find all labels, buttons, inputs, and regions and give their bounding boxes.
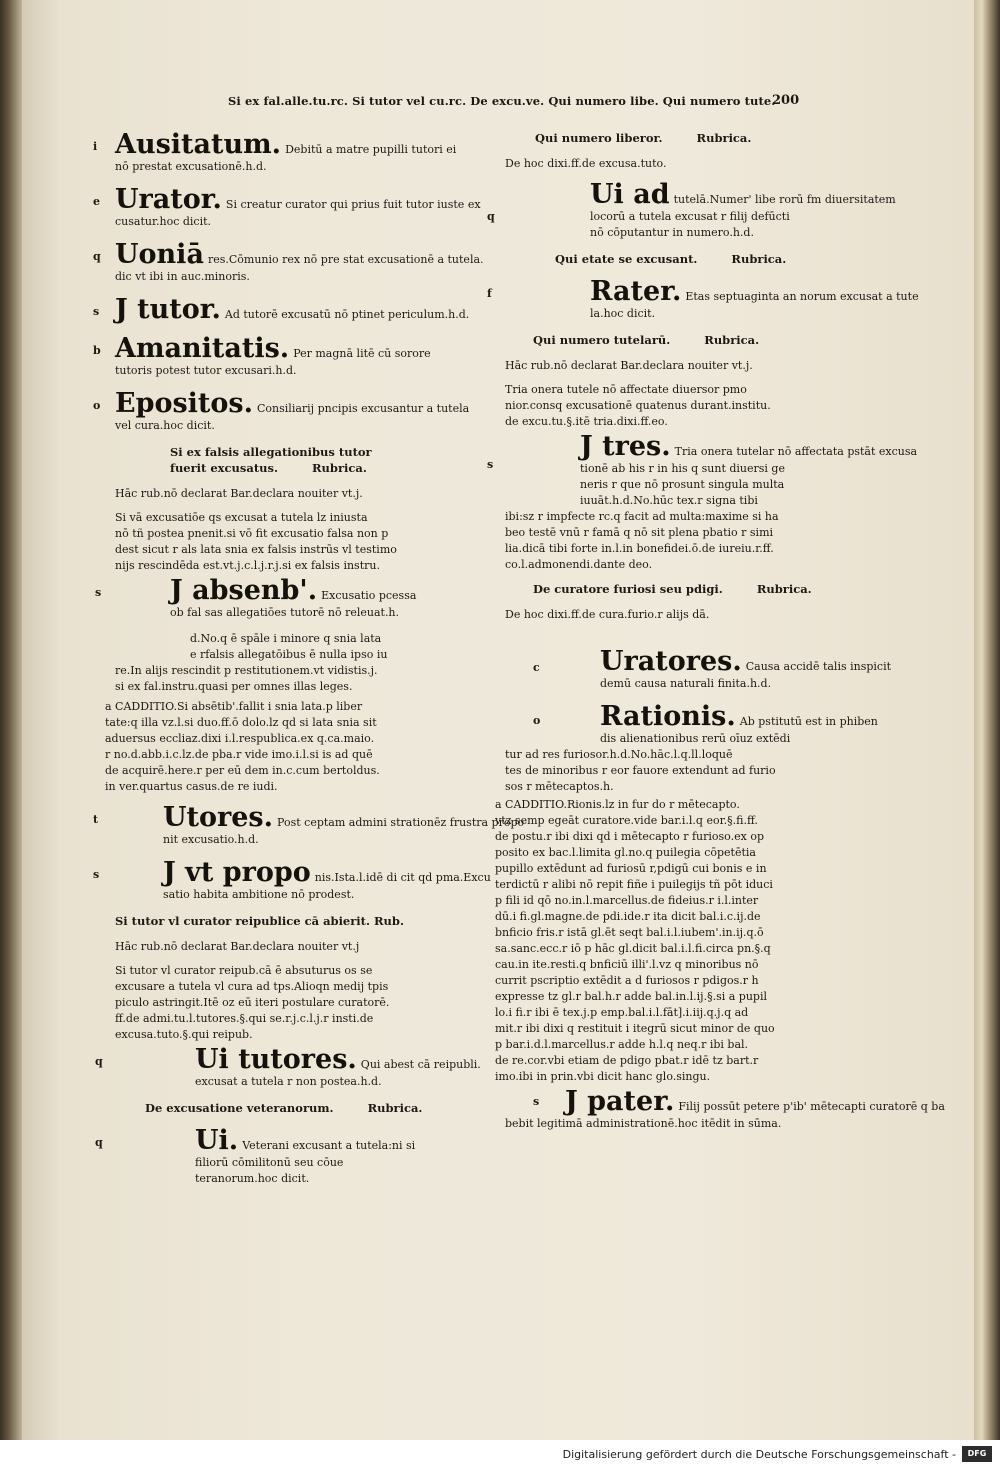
- lemma-entry: [93, 239, 484, 285]
- text-line: tutoris potest tutor excusari.h.d.: [115, 364, 297, 377]
- rubric-heading: De excusatione veteranorum. Rubrica.: [145, 1101, 423, 1115]
- lemma-word: Ui ad: [590, 179, 670, 210]
- text-line: la.hoc dicit.: [590, 307, 656, 320]
- text-line: cusatur.hoc dicit.: [115, 215, 212, 228]
- text-line: excusat a tutela r non postea.h.d.: [195, 1075, 382, 1088]
- margin-letter: i: [93, 140, 98, 153]
- rubric-heading: Qui numero liberor. Rubrica.: [535, 131, 752, 145]
- gloss-text: Qui abest cā reipubli.: [360, 1058, 481, 1071]
- page-number: 200: [772, 93, 800, 108]
- paragraph: Hāc rub.nō declarat Bar.declara nouiter vt.j.: [115, 487, 363, 500]
- rubric-heading: De curatore furiosi seu pdigi. Rubrica.: [533, 582, 812, 596]
- additio-note: a CADDITIO.Rionis.lz in fur do r mētecapto. vtz semp egeāt curatore.vide bar.i.l.q eor.§.fi.ff. de postu.r ibi dixi qd i mētecapto r furioso.ex op posito ex bac.l.limita gl.no.q puilegia cōpetētia pupillo extēdunt ad furiosū r,pdigū cui bonis e in terdictū r alibi nō repit fiñe i puilegijs tñ pōt iduci p fili id qō no.in.l.marcellus.de fideius.r i.l.inter dū.i fi.gl.magne.de pdi.ide.r ita dicit bal.i.c.ij.de bnficio fris.r istā gl.ēt seqt bal.i.l.iubem'.in.ij.q.ō sa.sanc.ecc.r iō p hāc gl.dicit bal.i.l.fi.circa pn.§.q cau.in ite.resti.q bnficiū illi'.l.vz q minoribus nō currit pscriptio extēdit a d furiosos r pdigos.r h expresse tz gl.r bal.h.r adde bal.in.l.ij.§.si a pupil lo.i fi.r ibi ē tex.j.p emp.bal.i.l.fāt].i.iij.q.j.q ad mit.r ibi dixi q restituit i itegrū sicut minor de quo p bar.i.d.l.marcellus.r adde h.l.q neq.r ibi bal. de re.cor.vbi etiam de pdigo pbat.r idē tz bart.r imo.ibi in prin.vbi dicit hanc glo.singu.: [495, 798, 775, 1083]
- margin-letter: t: [93, 813, 99, 826]
- lemma-entry: [95, 1125, 425, 1187]
- lemma-word: Ui tutores.: [195, 1044, 357, 1075]
- text-line: tionē ab his r in his q sunt diuersi ge: [580, 462, 785, 475]
- gloss-text: Tria onera tutelar nō affectata pstāt excusa: [674, 445, 918, 458]
- lemma-entry: [93, 294, 470, 325]
- margin-letter: s: [95, 586, 102, 599]
- lemma-word: Utores.: [163, 802, 274, 833]
- margin-letter: f: [487, 287, 492, 300]
- margin-letter: q: [95, 1055, 103, 1068]
- lemma-entry: [93, 129, 457, 175]
- margin-letter: s: [487, 458, 494, 471]
- gloss-text: Per magnā litē cū sorore: [293, 347, 431, 360]
- dfg-logo: DFG: [962, 1446, 992, 1462]
- additio-note: a CADDITIO.Si absētib'.fallit i snia lata.p liber tate:q illa vz.l.si duo.ff.ō dolo.lz qd si lata snia sit aduersus eccliaz.dixi i.l.respublica.ex q.ca.maio. r no.d.abb.i.c.lz.de pba.r vide imo.i.l.si is ad quē de acquirē.here.r per eū dem in.c.cum bertoldus. in ver.quartus casus.de re iudi.: [105, 700, 380, 793]
- margin-letter: o: [533, 714, 541, 727]
- paragraph: De hoc dixi.ff.de cura.furio.r alijs dā.: [505, 608, 710, 621]
- margin-letter: o: [93, 399, 101, 412]
- lemma-word: J tutor.: [115, 294, 221, 325]
- text-line: locorū a tutela excusat r filij defūcti: [590, 210, 790, 223]
- paragraph: iuuāt.h.d.No.hūc tex.r signa tibi ibi:sz r impfecte rc.q facit ad multa:maxime si ha beo testē vnū r famā q nō sit plena pbatio r simi lia.dicā tibi forte in.l.in bonefidei.ō.de iureiu.r.ff. co.l.admonendi.dante deo.: [505, 494, 779, 571]
- lemma-word: Ui.: [195, 1125, 239, 1156]
- gloss-text: Debitū a matre pupilli tutori ei: [285, 143, 457, 156]
- lemma-entry: [487, 276, 919, 322]
- paragraph: Hāc rub.nō declarat Bar.declara nouiter vt.j.: [505, 359, 753, 372]
- gloss-text: Consiliarij pncipis excusantur a tutela: [257, 402, 470, 415]
- gloss-text: nis.Ista.l.idē di cit qd pma.Excu: [314, 871, 491, 884]
- margin-letter: q: [93, 250, 101, 263]
- lemma-entry: [487, 431, 918, 493]
- lemma-word: J pater.: [565, 1086, 675, 1117]
- text-line: neris r que nō prosunt singula multa: [580, 478, 785, 491]
- lemma-word: Uratores.: [600, 646, 742, 677]
- margin-letter: b: [93, 344, 101, 357]
- paragraph: Tria onera tutele nō affectate diuersor pmo nior.consq excusationē quatenus durant.institu. de excu.tu.§.itē tria.dixi.ff.eo.: [505, 383, 771, 428]
- text-line: nō cōputantur in numero.h.d.: [590, 226, 754, 239]
- gloss-text: Filij possūt petere p'ib' mētecapti curatorē q ba: [678, 1100, 945, 1113]
- margin-letter: q: [95, 1136, 103, 1149]
- lemma-word: J vt propo: [163, 857, 311, 888]
- text-line: satio habita ambitione nō prodest.: [163, 888, 355, 901]
- page-edge-right: [974, 0, 1000, 1440]
- gloss-text: Veterani excusant a tutela:ni si filiorū cōmilitonū seu cōue: [195, 1139, 416, 1169]
- gloss-text: Excusatio pcessa ob fal sas allegatiōes tutorē nō releuat.h.: [170, 589, 417, 619]
- paragraph: Si vā excusatiōe qs excusat a tutela lz iniusta nō tñ postea pnenit.si vō fit excusatio falsa non p dest sicut r als lata snia ex falsis instrūs vl testimo nijs rescindēda est.vt.j.c.l.j.r.j.si ex falsis instru.: [115, 511, 397, 572]
- gloss-text: Ab pstitutū est in phiben: [739, 715, 878, 728]
- gloss-text: res.Cōmunio rex nō pre stat excusationē a tutela.: [207, 253, 484, 266]
- lemma-word: J absenb'.: [170, 575, 318, 606]
- left-column: [93, 129, 525, 1197]
- gloss-text: Causa accidē talis inspicit: [745, 660, 892, 673]
- paragraph: De hoc dixi.ff.de excusa.tuto.: [505, 157, 667, 170]
- margin-letter: e: [93, 195, 100, 208]
- lemma-word: Ausitatum.: [115, 129, 282, 160]
- lemma-entry: [93, 802, 525, 848]
- lemma-entry: [533, 701, 878, 732]
- gloss-text: tutelā.Numer' libe rorū fm diuersitatem: [673, 193, 896, 206]
- text-line: teranorum.hoc dicit.: [195, 1172, 310, 1185]
- lemma-entry: [93, 333, 431, 379]
- lemma-entry: [93, 388, 470, 434]
- rubric-heading: Si ex falsis allegationibus tutor fuerit excusatus. Rubrica.: [170, 445, 372, 475]
- margin-letter: c: [533, 661, 540, 674]
- gloss-text: Post ceptam admini strationēz frustra propo: [277, 816, 525, 829]
- text-line: dic vt ibi in auc.minoris.: [115, 270, 250, 283]
- text-line: nō prestat excusationē.h.d.: [115, 160, 267, 173]
- lemma-word: Amanitatis.: [115, 333, 290, 364]
- lemma-entry: [533, 646, 892, 692]
- lemma-entry: [95, 1044, 481, 1090]
- lemma-word: Rationis.: [600, 701, 736, 732]
- gloss-text: Ad tutorē excusatū nō ptinet periculum.h.d.: [224, 308, 470, 321]
- margin-letter: q: [487, 210, 495, 223]
- paragraph: Hāc rub.nō declarat Bar.declara nouiter vt.j: [115, 940, 360, 953]
- right-column: [487, 126, 945, 1142]
- lemma-entry: [93, 184, 481, 230]
- paragraph: dis alienationibus rerū oīuz extēdi tur ad res furiosor.h.d.No.hāc.l.q.ll.loquē tes de minoribus r eor fauore extendunt ad furio sos r mētecaptos.h.: [505, 732, 791, 793]
- lemma-entry: [505, 1086, 945, 1132]
- margin-letter: s: [93, 305, 100, 318]
- text-line: vel cura.hoc dicit.: [115, 419, 215, 432]
- lemma-word: J tres.: [580, 431, 671, 462]
- lemma-entry: [487, 179, 896, 241]
- rubric-heading: Qui etate se excusant. Rubrica.: [555, 252, 787, 266]
- text-line: bebit legitimā administrationē.hoc itēdit in sūma.: [505, 1117, 782, 1130]
- gloss-text: Si creatur curator qui prius fuit tutor iuste ex: [225, 198, 481, 211]
- lemma-word: Uoniā: [115, 239, 204, 270]
- lemma-word: Epositos.: [115, 388, 254, 419]
- margin-letter: s: [93, 868, 100, 881]
- lemma-word: Urator.: [115, 184, 222, 215]
- margin-letter: s: [533, 1095, 540, 1108]
- running-head: Si ex fal.alle.tu.rc. Si tutor vel cu.rc. De excu.ve. Qui numero libe. Qui numero tute.: [228, 94, 776, 108]
- rubric-heading: Qui numero tutelarū. Rubrica.: [533, 333, 760, 347]
- footer-credit: Digitalisierung gefördert durch die Deutsche Forschungsgemeinschaft -: [562, 1448, 956, 1461]
- paragraph: d.No.q ē spāle i minore q snia lata e rfalsis allegatōibus ē nulla ipso iu re.In alijs rescindit p restitutionem.vt vidistis.j. si ex fal.instru.quasi per omnes illas leges.: [115, 632, 388, 693]
- text-line: nit excusatio.h.d.: [163, 833, 259, 846]
- rubric-heading: Si tutor vl curator reipublice cā abierit. Rub.: [115, 914, 404, 928]
- lemma-entry: [95, 575, 425, 621]
- text-line: demū causa naturali finita.h.d.: [600, 677, 772, 690]
- gloss-text: Etas septuaginta an norum excusat a tute: [685, 290, 919, 303]
- paragraph: Si tutor vl curator reipub.cā ē absuturus os se excusare a tutela vl cura ad tps.Alioqn medij tpis piculo astringit.Itē oz eū iteri postulare curatorē. ff.de admi.tu.l.tutores.§.qui se.r.j.c.l.j.r insti.de excusa.tuto.§.qui reipub.: [115, 964, 390, 1041]
- lemma-entry: [93, 857, 491, 903]
- lemma-word: Rater.: [590, 276, 682, 307]
